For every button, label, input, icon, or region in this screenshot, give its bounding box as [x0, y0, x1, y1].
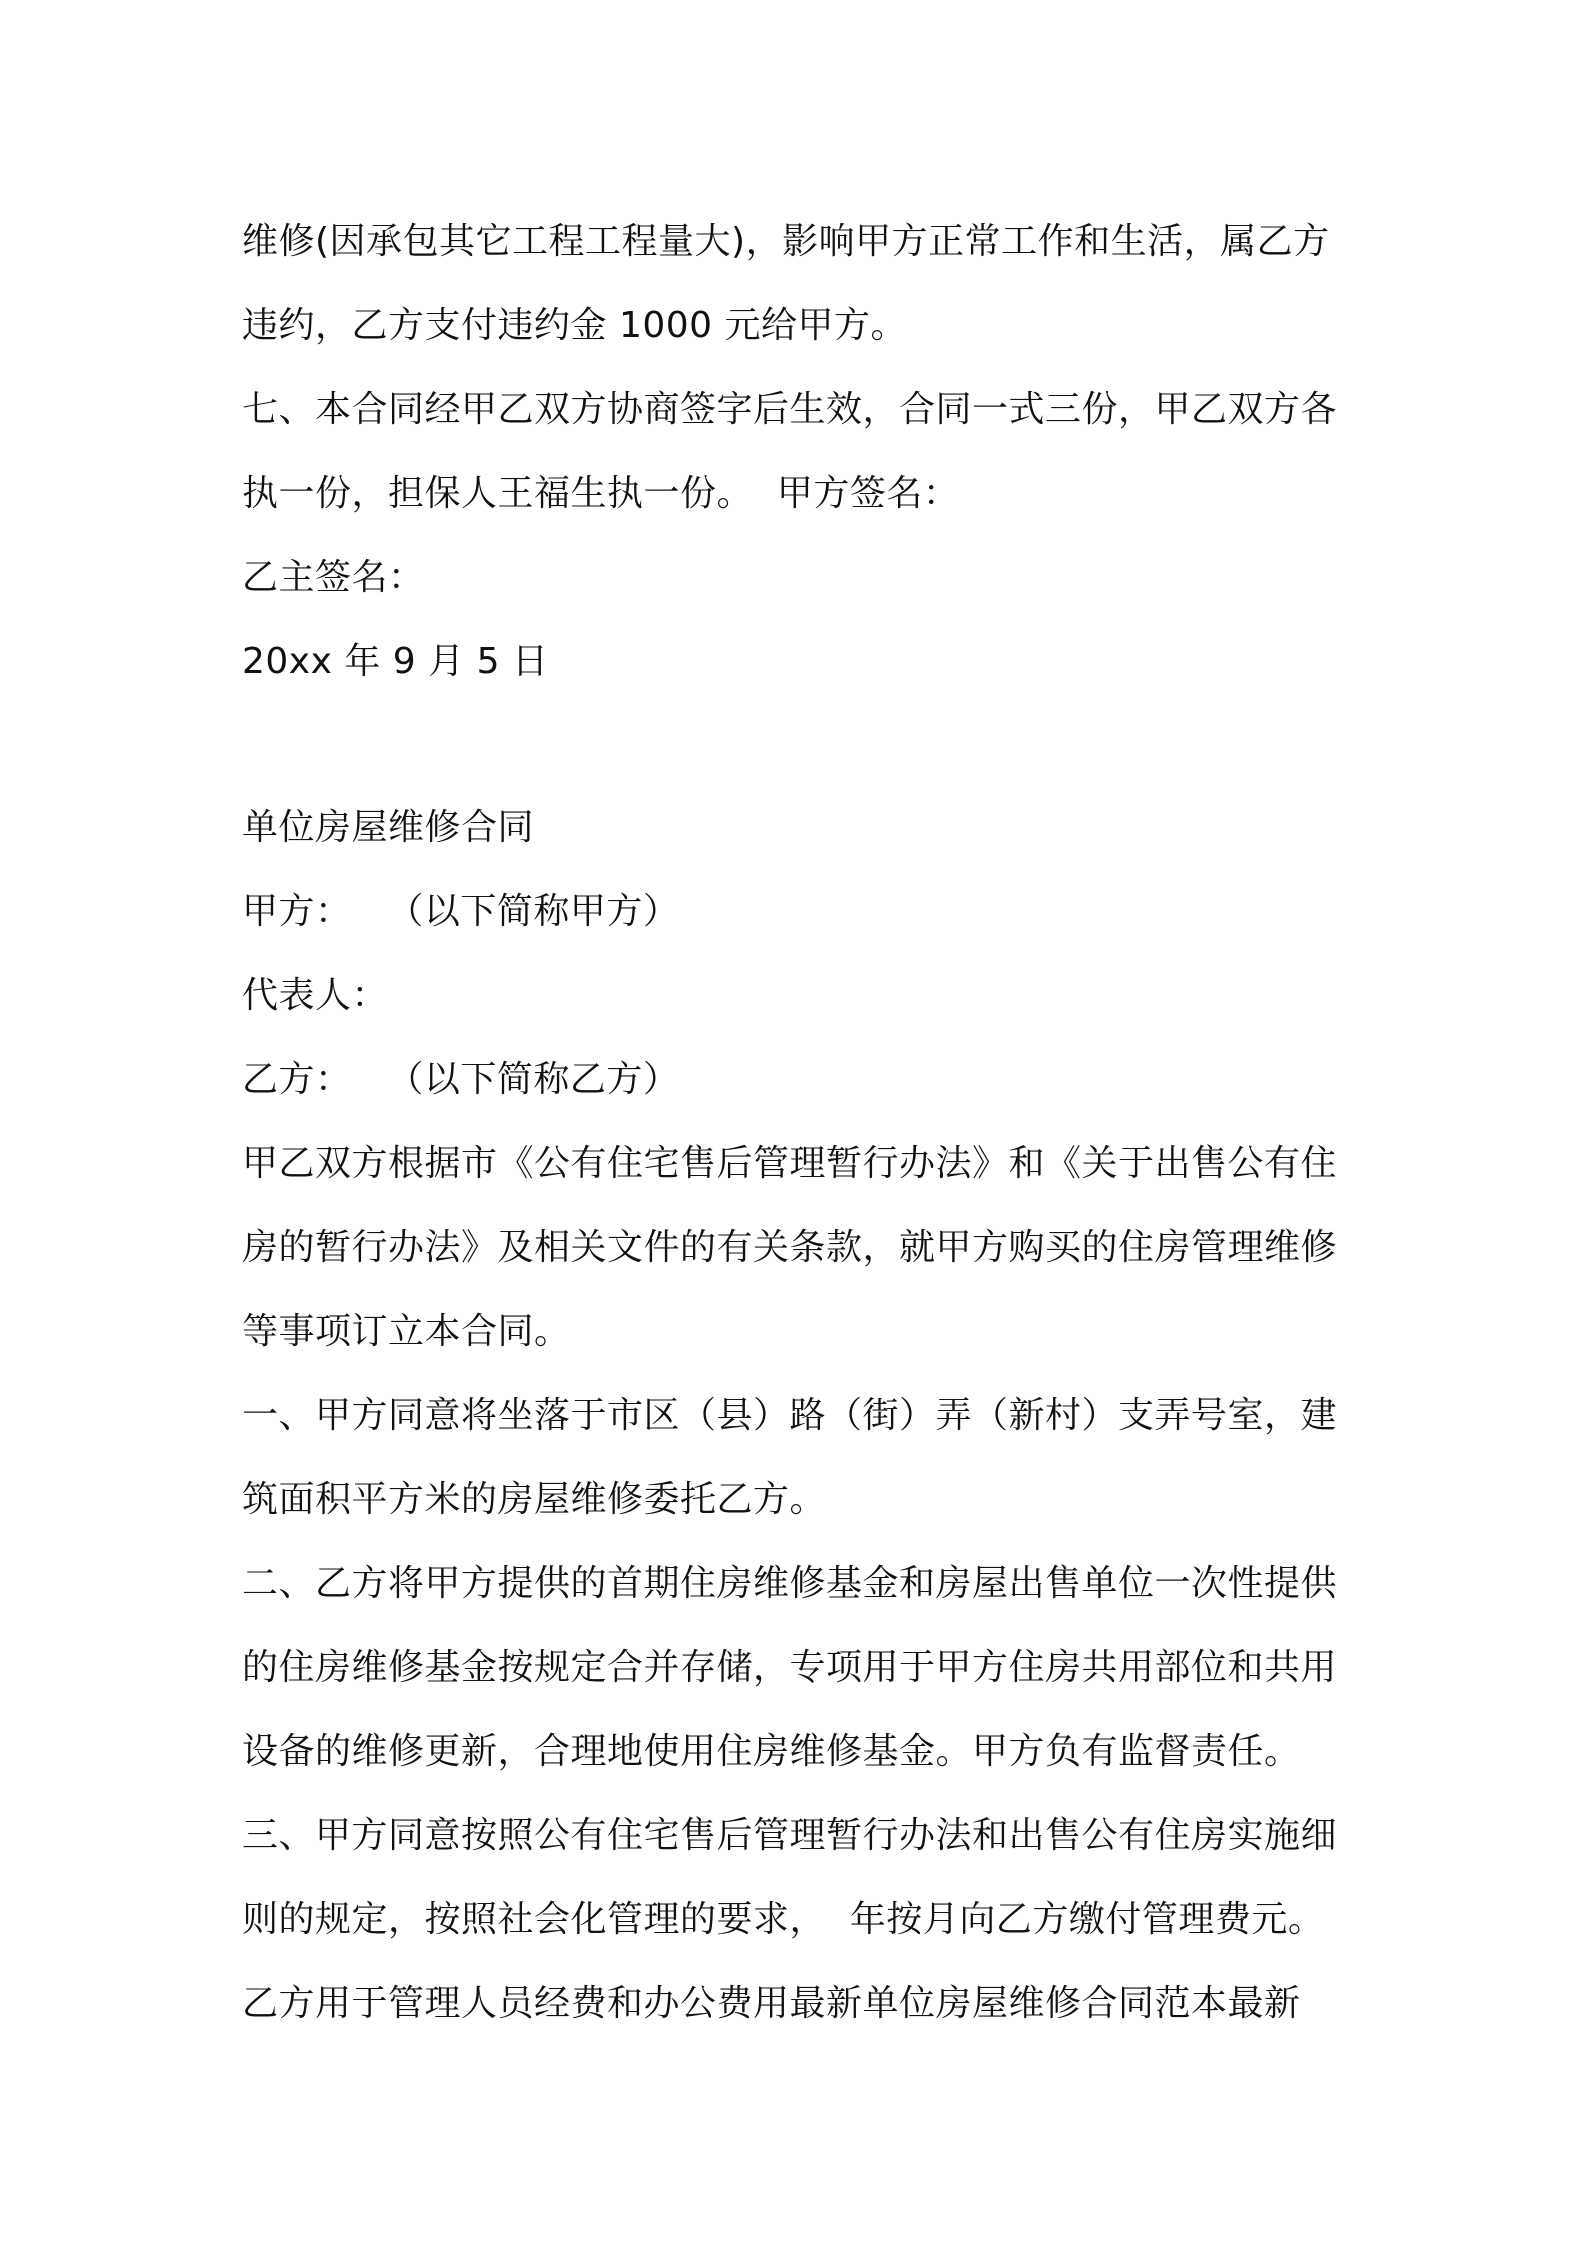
- party-b-signature-line: 乙主签名：: [242, 557, 425, 598]
- preamble-line: 甲乙双方根据市《公有住宅售后管理暂行办法》和《关于出售公有住: [242, 1143, 1338, 1184]
- party-b-line: 乙方： （以下简称乙方）: [242, 1059, 680, 1100]
- clause-three-line: 则的规定，按照社会化管理的要求， 年按月向乙方缴付管理费元。: [242, 1899, 1325, 1940]
- document-body: [242, 200, 1352, 2046]
- clause-seven-line: 执一份，担保人王福生执一份。 甲方签名：: [242, 473, 960, 514]
- clause-two-line: 设备的维修更新，合理地使用住房维修基金。甲方负有监督责任。: [242, 1731, 1301, 1772]
- clause-three-line: 乙方用于管理人员经费和办公费用最新单位房屋维修合同范本最新: [242, 1983, 1301, 2024]
- clause-one-line: 一、甲方同意将坐落于市区（县）路（街）弄（新村）支弄号室，建: [242, 1395, 1338, 1436]
- paragraph-line: 维修(因承包其它工程工程量大)，影响甲方正常工作和生活，属乙方: [242, 221, 1330, 262]
- clause-one-line: 筑面积平方米的房屋维修委托乙方。: [242, 1479, 827, 1520]
- party-a-line: 甲方： （以下简称甲方）: [242, 891, 680, 932]
- preamble-line: 房的暂行办法》及相关文件的有关条款，就甲方购买的住房管理维修: [242, 1227, 1338, 1268]
- clause-two-line: 二、乙方将甲方提供的首期住房维修基金和房屋出售单位一次性提供: [242, 1563, 1338, 1604]
- contract-title: 单位房屋维修合同: [242, 807, 535, 848]
- section-gap: [242, 704, 1352, 786]
- clause-seven-line: 七、本合同经甲乙双方协商签字后生效，合同一式三份，甲乙双方各: [242, 389, 1338, 430]
- clause-two-line: 的住房维修基金按规定合并存储，专项用于甲方住房共用部位和共用: [242, 1647, 1338, 1688]
- clause-three-line: 三、甲方同意按照公有住宅售后管理暂行办法和出售公有住房实施细: [242, 1815, 1338, 1856]
- paragraph-line: 违约，乙方支付违约金 1000 元给甲方。: [242, 305, 908, 346]
- date-line: 20xx 年 9 月 5 日: [242, 641, 549, 682]
- representative-line: 代表人：: [242, 975, 389, 1016]
- preamble-line: 等事项订立本合同。: [242, 1311, 571, 1352]
